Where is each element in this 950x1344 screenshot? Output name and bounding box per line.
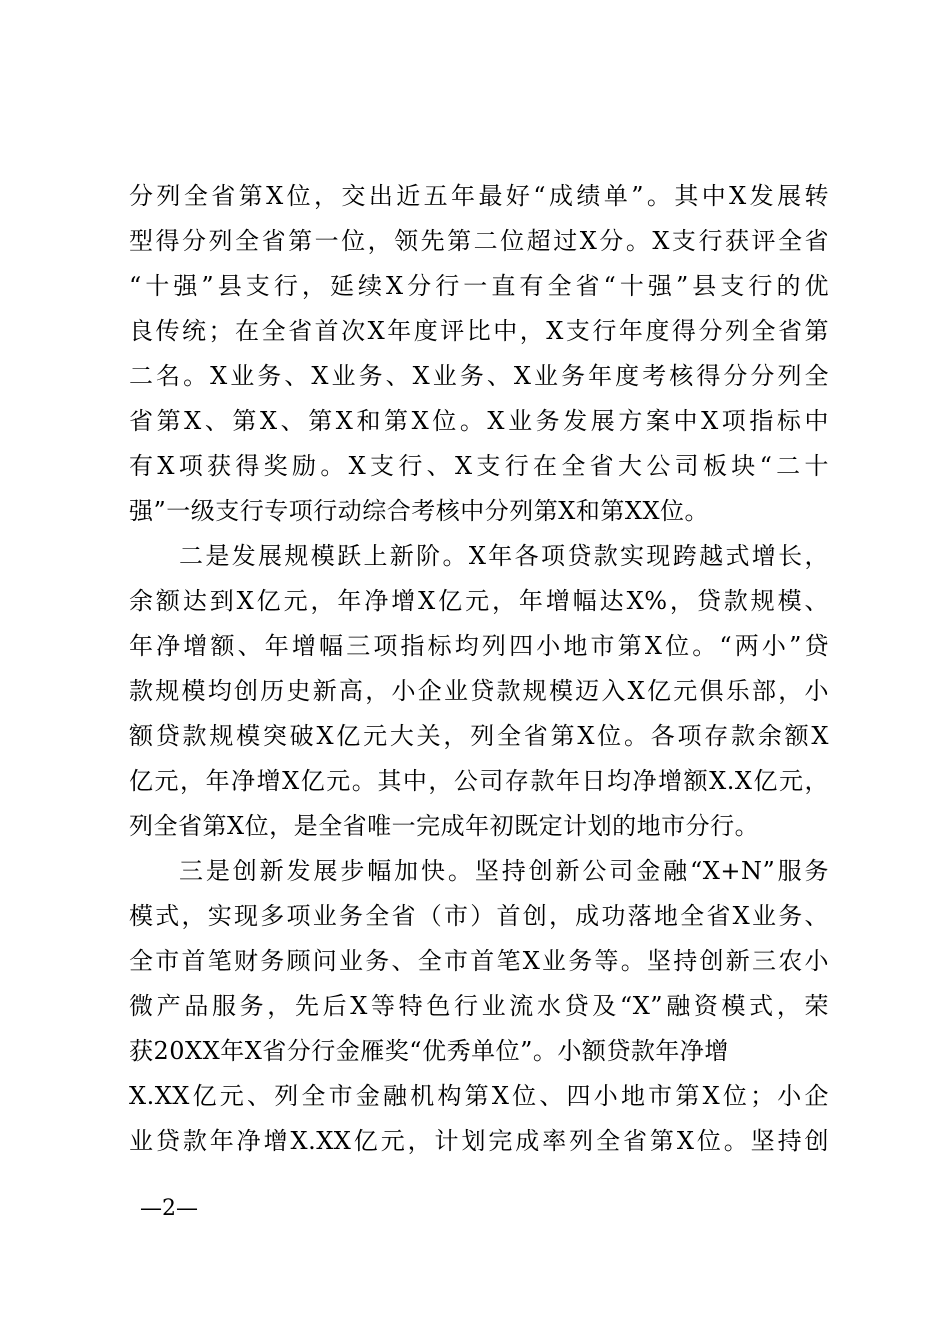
body-text-line: “十强”县支行，延续X分行一直有全省“十强”县支行的优 — [129, 272, 829, 300]
body-text-line: 省第X、第X、第X和第X位。X业务发展方案中X项指标中 — [129, 407, 829, 435]
body-text-line: 分列全省第X位，交出近五年最好“成绩单”。其中X发展转 — [129, 182, 829, 210]
body-text-line: 业贷款年净增X.XX亿元，计划完成率列全省第X位。坚持创 — [129, 1127, 829, 1155]
body-text-line: 列全省第X位，是全省唯一完成年初既定计划的地市分行。 — [129, 812, 760, 840]
body-text-line: 良传统；在全省首次X年度评比中，X支行年度得分列全省第 — [129, 317, 829, 345]
body-text-line: 全市首笔财务顾问业务、全市首笔X业务等。坚持创新三农小 — [129, 947, 829, 975]
body-text-line: 款规模均创历史新高，小企业贷款规模迈入X亿元俱乐部，小 — [129, 677, 829, 705]
body-text-line: 获20XX年X省分行金雁奖“优秀单位”。小额贷款年净增 — [129, 1037, 729, 1065]
body-text-line: 额贷款规模突破X亿元大关，列全省第X位。各项存款余额X — [129, 722, 829, 750]
body-text-line: 亿元，年净增X亿元。其中，公司存款年日均净增额X.X亿元， — [129, 767, 829, 795]
body-text-line: 模式，实现多项业务全省（市）首创，成功落地全省X业务、 — [129, 902, 829, 930]
body-text-line: X.XX亿元、列全市金融机构第X位、四小地市第X位；小企 — [129, 1082, 829, 1110]
body-text-line: 二名。X业务、X业务、X业务、X业务年度考核得分分列全 — [129, 362, 829, 390]
page-number: —2— — [140, 1196, 198, 1221]
paragraph-first-line: 二是发展规模跃上新阶。X年各项贷款实现跨越式增长， — [179, 542, 829, 570]
body-text-line: 强”一级支行专项行动综合考核中分列第X和第XX位。 — [129, 497, 710, 525]
body-text-line: 余额达到X亿元，年净增X亿元，年增幅达X%，贷款规模、 — [129, 587, 829, 615]
body-text-line: 型得分列全省第一位，领先第二位超过X分。X支行获评全省 — [129, 227, 829, 255]
body-text-line: 年净增额、年增幅三项指标均列四小地市第X位。“两小”贷 — [129, 632, 829, 660]
body-text-line: 微产品服务，先后X等特色行业流水贷及“X”融资模式，荣 — [129, 992, 829, 1020]
paragraph-first-line: 三是创新发展步幅加快。坚持创新公司金融“X+N”服务 — [179, 857, 829, 885]
body-text-line: 有X项获得奖励。X支行、X支行在全省大公司板块“二十 — [129, 452, 829, 480]
